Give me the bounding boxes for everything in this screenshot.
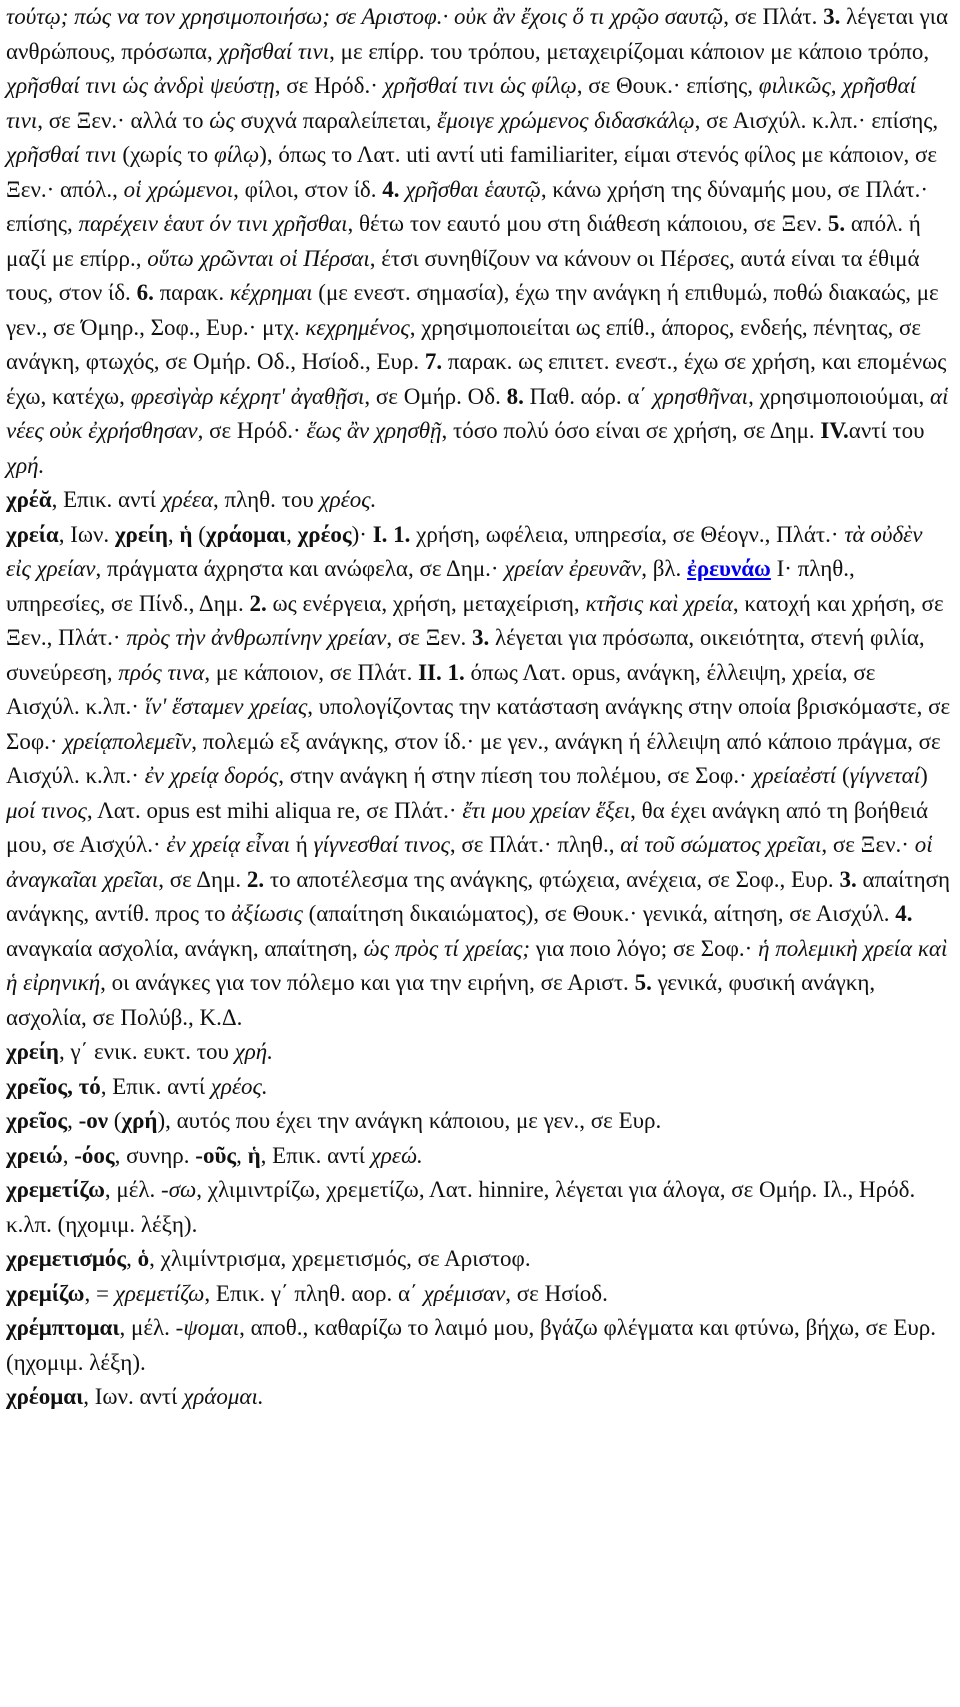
entry-chremizo — [6, 1277, 952, 1312]
headword-bold: χρή — [121, 1108, 158, 1133]
headword-bold: 4. — [382, 176, 400, 202]
definition-text: , σε Ηρόδ.· — [197, 418, 307, 443]
greek-citation-italic: οἱ ἀναγκαῖαι χρεῖαι — [6, 832, 933, 892]
definition-text: γενικά, φυσική ανάγκη, ασχολία, σε Πολύβ., Κ.Δ. — [6, 970, 876, 1030]
greek-citation-italic: αἱ τοῦ σώματος χρεῖαι — [620, 832, 822, 857]
definition-text: , — [62, 1142, 75, 1168]
headword-bold: 2. — [249, 590, 267, 616]
headword-bold: 3. — [839, 866, 857, 892]
greek-citation-italic: χρῆσθαί τινι ὡς φίλῳ — [383, 73, 577, 98]
definition-text: )· — [351, 521, 373, 547]
entry-chremetismos — [6, 1242, 952, 1277]
definition-text: , — [286, 521, 298, 547]
definition-text: αναγκαία ασχολία, ανάγκη, απαίτηση, — [6, 935, 364, 961]
definition-text: το αποτέλεσμα της ανάγκης, φτώχεια, ανέχεια, σε Σοφ., Ευρ. — [264, 866, 840, 892]
cross-reference-link[interactable]: ἐρευνάω — [687, 556, 771, 581]
greek-citation-italic: γίγνεταί — [849, 763, 921, 788]
headword-bold: χρείη — [114, 521, 168, 547]
greek-citation-italic: χρείαν ἐρευνᾶν — [504, 556, 642, 581]
greek-citation-italic: ἔμοιγε χρώμενος διδασκάλῳ — [437, 107, 695, 133]
definition-text: , — [126, 1246, 138, 1271]
greek-citation-italic: χρέμισαν — [423, 1280, 506, 1306]
definition-text: , Επικ. αντί — [51, 487, 162, 512]
greek-citation-italic: -σω — [161, 1177, 197, 1202]
definition-text: λέγεται για πρόσωπα, οικειότητα, στενή φιλία, συνεύρεση, — [6, 625, 925, 685]
definition-text: , πληθ. του — [213, 487, 320, 512]
greek-citation-italic: οἱ χρώμενοι — [123, 176, 234, 202]
greek-citation-italic: χρέεα — [161, 487, 214, 512]
headword-bold: χρεῖος, τό — [6, 1073, 101, 1099]
greek-citation-italic: χρή. — [6, 452, 45, 478]
definition-text: ( — [192, 521, 206, 547]
definition-text: , έτσι συνηθίζουν να κάνουν οι Πέρσες, αυτά είναι τα έθιμά τους, στον ίδ. — [6, 245, 920, 305]
headword-bold: χρεμετισμός — [6, 1246, 127, 1271]
definition-text: , στην ανάγκη ή στην πίεση του πολέμου, σε Σοφ.· — [278, 763, 753, 788]
definition-text: ), αυτός που έχει την ανάγκη κάποιου, με γεν., σε Ευρ. — [157, 1108, 662, 1133]
definition-text: ως ενέργεια, χρήση, μεταχείριση, — [266, 590, 586, 616]
greek-citation-italic: ἔτι μου χρείαν ἕξει — [462, 797, 631, 823]
greek-citation-italic: ὡς πρὸς τί χρείας; — [363, 935, 531, 961]
definition-text: , πράγματα άχρηστα και ανώφελα, σε Δημ.· — [95, 556, 505, 581]
definition-text: , = — [84, 1280, 115, 1306]
entry-chremetizo — [6, 1173, 952, 1242]
definition-text: , αποθ., καθαρίζω το λαιμό μου, βγάζω φλέγματα και φτύνω, βήχω, σε Ευρ. (ηχομιμ. λέξη). — [6, 1315, 937, 1375]
greek-citation-italic: κέχρημαι — [229, 280, 313, 305]
greek-citation-italic: ἐν χρείᾳ δορός — [144, 763, 279, 788]
definition-text: χρήση, ωφέλεια, υπηρεσία, σε Θέογν., Πλάτ.· — [410, 521, 845, 547]
headword-bold: χρεῖος — [6, 1108, 68, 1133]
greek-citation-italic: χράομαι. — [183, 1384, 264, 1409]
entry-chreios-neuter — [6, 1070, 952, 1105]
definition-text: , σε Θουκ.· επίσης, — [576, 73, 759, 98]
headword-bold: 2. — [246, 866, 265, 892]
greek-citation-italic: φιλικῶς, χρῆσθαί τινι — [6, 73, 916, 133]
definition-text: ή — [289, 832, 314, 857]
headword-bold: 3. — [823, 4, 841, 29]
definition-text: παρακ. ως επιτετ. ενεστ., έχω σε χρήση, και επομένως έχω, κατέχω, — [6, 349, 947, 409]
headword-bold: -οῦς — [195, 1142, 237, 1168]
headword-bold: 7. — [424, 349, 443, 374]
definition-text: , κατοχή και χρήση, σε Ξεν., Πλάτ.· — [6, 590, 944, 650]
definition-text: , Επικ. αντί — [100, 1073, 211, 1099]
definition-text: , χλιμίντρισμα, χρεμετισμός, σε Αριστοφ. — [149, 1246, 531, 1271]
definition-text: ), όπως το Λατ. uti αντί uti familiariter, είμαι στενός φίλος με κάποιον, σε Ξεν.· απόλ., — [6, 142, 938, 202]
definition-text: , σε Ομήρ. Οδ. — [364, 383, 507, 409]
definition-text: , με επίρρ. του τρόπου, μεταχειρίζομαι κάποιον με κάποιο τρόπο, — [329, 38, 930, 64]
definition-text: συχνά παραλείπεται, — [234, 107, 438, 133]
definition-text: , θέτω τον εαυτό μου στη διάθεση κάποιου, σε Ξεν. — [347, 211, 828, 236]
headword-bold: II. 1. — [418, 659, 465, 685]
definition-text: , υπολογίζοντας την κατάσταση ανάγκης στην οποία βρισκόμαστε, σε Σοφ.· — [6, 694, 951, 754]
greek-citation-italic: χρείᾳπολεμεῖν — [63, 728, 192, 754]
definition-text: , σε Ξεν.· αλλά το — [37, 107, 210, 133]
greek-citation-italic: τὰ οὐδὲν εἰς χρείαν — [6, 521, 923, 581]
definition-text: , βλ. — [641, 556, 688, 581]
greek-citation-italic: αἱ νέες οὐκ ἐχρήσθησαν — [6, 383, 949, 443]
headword-bold: ὁ — [137, 1246, 150, 1271]
headword-bold: χρεμίζω — [6, 1280, 85, 1306]
definition-text: , με κάποιον, σε Πλάτ. — [204, 659, 419, 685]
greek-citation-italic: χρεώ. — [370, 1142, 423, 1168]
headword-bold: 5. — [634, 970, 652, 995]
greek-citation-italic: χρῆσθαί τινι — [6, 142, 117, 167]
definition-text: , πολεμώ εξ ανάγκης, στον ίδ.· με γεν., ανάγκη ή έλλειψη από κάποιο πράγμα, σε Αισχύλ. κ.λπ.· — [6, 728, 941, 788]
definition-text: , Ιων. — [58, 521, 115, 547]
greek-citation-italic: χρείαἐστί — [752, 763, 837, 788]
definition-text: I· πληθ., υπηρεσίες, σε Πίνδ., Δημ. — [6, 556, 855, 616]
headword-bold: ἡ — [179, 521, 193, 547]
greek-citation-italic: χρῆσθαι ἑαυτῷ — [405, 176, 541, 202]
greek-citation-italic: χρή. — [234, 1039, 273, 1064]
definition-text: όπως Λατ. opus, ανάγκη, έλλειψη, χρεία, σε Αισχύλ. κ.λπ.· — [6, 659, 876, 719]
greek-citation-italic: ἐν χρείᾳ εἶναι — [166, 832, 290, 857]
definition-text: , — [236, 1142, 248, 1168]
definition-text: , φίλοι, στον ίδ. — [233, 176, 383, 202]
definition-text: , μέλ. — [104, 1177, 162, 1202]
definition-text: , σε Πλάτ. — [723, 4, 824, 29]
entry-chreia — [6, 518, 952, 1036]
headword-bold: IV. — [820, 418, 849, 443]
greek-citation-italic: χρῆσθαί τινι ὡς ἀνδρὶ ψεύστῃ — [6, 73, 275, 98]
definition-text: , γ΄ ενικ. ευκτ. του — [58, 1039, 235, 1064]
definition-text: , τόσο πολύ όσο είναι σε χρήση, σε Δημ. — [441, 418, 821, 443]
greek-citation-italic: ἵν' ἕσταμεν χρείας — [144, 694, 308, 719]
definition-text: , σε Ησίοδ. — [505, 1280, 608, 1306]
headword-bold: I. 1. — [372, 521, 411, 547]
greek-citation-italic: χρεμετίζω — [114, 1280, 205, 1306]
definition-text: , σε Ξεν.· — [821, 832, 915, 857]
greek-citation-italic: χρησθῆναι — [652, 383, 749, 409]
greek-citation-italic: χρῆσθαί τινι — [218, 38, 330, 64]
headword-bold: ἡ — [247, 1142, 261, 1168]
headword-bold: 4. — [895, 901, 913, 926]
greek-citation-italic: μοί τινος — [6, 797, 87, 823]
headword-bold: 8. — [506, 383, 524, 409]
definition-text: , κάνω χρήση της δύναμής μου, σε Πλάτ.· επίσης, — [6, 176, 928, 236]
definition-text: , σε Ηρόδ.· — [274, 73, 384, 98]
definition-text: απαίτηση ανάγκης, αντίθ. προς το — [6, 866, 951, 926]
greek-citation-italic: χρέος. — [210, 1073, 268, 1099]
greek-citation-italic: οὐκ ἂν ἔχοις ὅ τι χρῷο σαυτῷ — [453, 4, 724, 29]
greek-citation-italic: πρός τινα — [118, 659, 205, 685]
definition-text: , σε Πλάτ.· πληθ., — [449, 832, 621, 857]
entry-chreios-adjective — [6, 1104, 952, 1139]
greek-citation-italic: οὕτω χρῶνται οἱ Πέρσαι — [147, 245, 370, 271]
headword-bold: χρέομαι — [6, 1384, 84, 1409]
continued-entry-text — [6, 0, 952, 483]
headword-bold: χρέος — [297, 521, 352, 547]
definition-text: , χρησιμοποιούμαι, — [748, 383, 930, 409]
definition-text: , Επικ. γ΄ πληθ. αορ. α΄ — [204, 1280, 424, 1306]
definition-text: παρακ. — [153, 280, 230, 305]
definition-text: ( — [836, 763, 850, 788]
definition-text: (με ενεστ. σημασία), έχω την ανάγκη ή επιθυμώ, ποθώ διακαώς, με γεν., σε Όμηρ., Σοφ., Ευρ.· μτχ. — [6, 280, 939, 340]
entry-chrea — [6, 483, 952, 518]
definition-text: για ποιο λόγο; σε Σοφ.· — [530, 935, 759, 961]
greek-citation-italic: κεχρημένος — [305, 314, 410, 340]
definition-text: , σε Αισχύλ. κ.λπ.· επίσης, — [694, 107, 939, 133]
entry-chreio — [6, 1139, 952, 1174]
greek-citation-italic: χρέος. — [319, 487, 377, 512]
definition-text: , Λατ. opus est mihi aliqua re, σε Πλάτ.· — [86, 797, 463, 823]
headword-bold: χρέᾰ — [6, 487, 52, 512]
headword-bold: χράομαι — [205, 521, 287, 547]
definition-text: απόλ. ή μαζί με επίρρ., — [6, 211, 921, 271]
headword-bold: χρείη — [6, 1039, 59, 1064]
headword-bold: -όος — [74, 1142, 115, 1168]
definition-text: , Επικ. αντί — [260, 1142, 371, 1168]
definition-text: , χρησιμοποιείται ως επίθ., άπορος, ενδεής, πένητας, σε ανάγκη, φτωχός, σε Ομήρ. Οδ., Ησίοδ., Ευρ. — [6, 314, 922, 374]
headword-bold: χρειώ — [6, 1142, 63, 1168]
definition-text: , χλιμιντρίζω, χρεμετίζω, Λατ. hinnire, λέγεται για άλογα, σε Ομήρ. Ιλ., Ηρόδ. κ.λπ. (ηχομιμ. λέξη). — [6, 1177, 916, 1237]
definition-text: (απαίτηση δικαιώματος), σε Θουκ.· γενικά, αίτηση, σε Αισχύλ. — [302, 901, 896, 926]
definition-text: , Ιων. αντί — [83, 1384, 184, 1409]
definition-text: ( — [108, 1108, 122, 1133]
entry-chremptomai — [6, 1311, 952, 1380]
headword-bold: χρέμπτομαι — [6, 1315, 120, 1340]
greek-citation-italic: ἡ πολεμικὴ χρεία καὶ ἡ εἰρηνική — [6, 935, 948, 995]
greek-citation-italic: πρὸς τὴν ἀνθρωπίνην χρείαν — [126, 625, 387, 650]
entry-chreie — [6, 1035, 952, 1070]
definition-text: (χωρίς το — [116, 142, 214, 167]
greek-citation-italic: παρέχειν ἑαυτ όν τινι χρῆσθαι — [78, 211, 348, 236]
definition-text: , μέλ. — [119, 1315, 176, 1340]
headword-bold: 5. — [827, 211, 846, 236]
headword-bold: χρεία — [6, 521, 59, 547]
definition-text: , οι ανάγκες για τον πόλεμο και για την ειρήνη, σε Αριστ. — [100, 970, 635, 995]
greek-citation-italic: κτῆσις καὶ χρεία — [585, 590, 733, 616]
definition-text: , — [67, 1108, 79, 1133]
definition-text: , σε Δημ. — [158, 866, 247, 892]
definition-text: , σε Ξεν. — [386, 625, 472, 650]
greek-citation-italic: -ψομαι — [175, 1315, 240, 1340]
definition-text: ) — [920, 763, 928, 788]
headword-bold: 3. — [471, 625, 490, 650]
greek-citation-italic: ὡς — [209, 107, 235, 133]
definition-text: αντί του — [848, 418, 925, 443]
definition-text: , — [167, 521, 180, 547]
greek-citation-italic: ἕως ἂν χρησθῇ — [306, 418, 442, 443]
definition-text: , συνηρ. — [114, 1142, 196, 1168]
definition-text: Παθ. αόρ. α΄ — [523, 383, 653, 409]
headword-bold: χρεμετίζω — [6, 1177, 105, 1202]
definition-text: , θα έχει ανάγκη από τη βοήθειά μου, σε Αισχύλ.· — [6, 797, 929, 857]
greek-citation-italic: γίγνεσθαί τινος — [313, 832, 450, 857]
definition-text: λέγεται για ανθρώπους, πρόσωπα, — [6, 4, 948, 64]
headword-bold: 6. — [136, 280, 154, 305]
greek-citation-italic: ἀξίωσις — [231, 901, 303, 926]
headword-bold: -ον — [78, 1108, 109, 1133]
entry-chreomai — [6, 1380, 952, 1415]
greek-citation-italic: τούτῳ; πώς να τον χρησιμοποιήσω; σε Αριστοφ.· — [6, 4, 454, 29]
greek-citation-italic: φίλῳ — [213, 142, 260, 167]
greek-citation-italic: φρεσὶγὰρ κέχρητ' ἀγαθῇσι — [130, 383, 365, 409]
